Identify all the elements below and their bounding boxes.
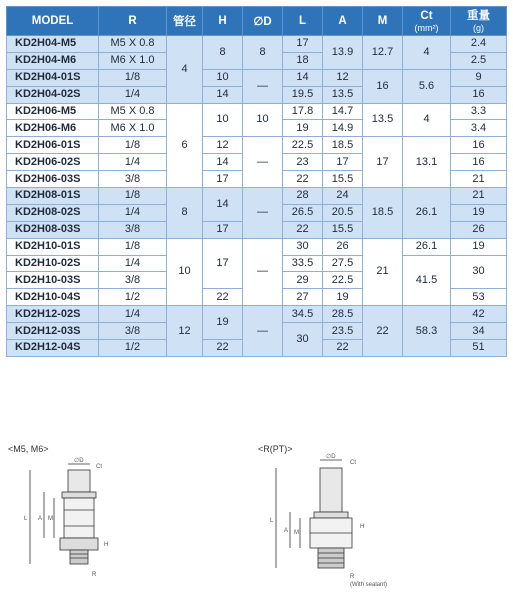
cell-model: KD2H06-02S — [7, 154, 99, 171]
cell-ct: 26.1 — [403, 238, 451, 255]
cell-l: 14 — [283, 69, 323, 86]
header-weight-label: 重量 — [467, 9, 490, 22]
cell-h: 12 — [203, 137, 243, 154]
cell-r: 1/4 — [99, 154, 167, 171]
left-tube-head — [68, 470, 90, 492]
left-dim-r: R — [92, 572, 97, 578]
cell-m: 18.5 — [363, 188, 403, 239]
cell-r: 1/8 — [99, 188, 167, 205]
cell-a: 17 — [323, 154, 363, 171]
cell-l: 17.8 — [283, 103, 323, 120]
cell-l: 17 — [283, 36, 323, 53]
cell-m: 21 — [363, 238, 403, 306]
cell-r: 1/4 — [99, 204, 167, 221]
cell-ct: 26.1 — [403, 188, 451, 239]
cell-a: 18.5 — [323, 137, 363, 154]
left-dim-m: M — [48, 516, 53, 522]
cell-ct: 41.5 — [403, 255, 451, 306]
table-row — [7, 69, 507, 86]
header-weight-unit: (g) — [473, 22, 484, 33]
cell-model: KD2H06-03S — [7, 171, 99, 188]
cell-h: 17 — [203, 238, 243, 289]
cell-l: 26.5 — [283, 204, 323, 221]
cell-model: KD2H08-02S — [7, 204, 99, 221]
cell-ct: 4 — [403, 103, 451, 137]
cell-a: 14.7 — [323, 103, 363, 120]
cell-l: 19 — [283, 120, 323, 137]
cell-h: 8 — [203, 36, 243, 70]
cell-l: 22 — [283, 171, 323, 188]
cell-h: 10 — [203, 69, 243, 86]
cell-a: 24 — [323, 188, 363, 205]
header-l: L — [283, 7, 323, 36]
table-row — [7, 188, 507, 205]
cell-ct: 58.3 — [403, 306, 451, 357]
cell-model: KD2H04-M6 — [7, 52, 99, 69]
cell-a: 15.5 — [323, 171, 363, 188]
cell-a: 28.5 — [323, 306, 363, 323]
cell-a: 12 — [323, 69, 363, 86]
spec-table — [6, 6, 507, 357]
cell-a: 15.5 — [323, 221, 363, 238]
cell-model: KD2H10-02S — [7, 255, 99, 272]
cell-model: KD2H12-02S — [7, 306, 99, 323]
cell-tube: 6 — [167, 103, 203, 187]
right-dim-l: L — [270, 518, 274, 524]
left-dim-l: L — [24, 516, 28, 522]
right-diagram-label: <R(PT)> — [258, 444, 293, 454]
header-h: H — [203, 7, 243, 36]
cell-weight: 19 — [451, 238, 507, 255]
cell-model: KD2H06-01S — [7, 137, 99, 154]
cell-h: 17 — [203, 221, 243, 238]
table-row — [7, 137, 507, 154]
cell-m: 12.7 — [363, 36, 403, 70]
cell-r: 1/8 — [99, 137, 167, 154]
right-tube-head — [320, 468, 342, 512]
cell-weight: 42 — [451, 306, 507, 323]
cell-model: KD2H06-M5 — [7, 103, 99, 120]
cell-a: 20.5 — [323, 204, 363, 221]
cell-r: 1/4 — [99, 306, 167, 323]
cell-weight: 16 — [451, 86, 507, 103]
right-dim-m: M — [294, 530, 299, 536]
cell-r: 3/8 — [99, 272, 167, 289]
cell-d: — — [243, 69, 283, 103]
cell-h: 14 — [203, 86, 243, 103]
header-r: R — [99, 7, 167, 36]
cell-l: 18 — [283, 52, 323, 69]
cell-d: — — [243, 306, 283, 357]
header-weight — [451, 7, 507, 36]
cell-tube: 8 — [167, 188, 203, 239]
cell-r: 1/4 — [99, 255, 167, 272]
cell-weight: 3.4 — [451, 120, 507, 137]
header-m: M — [363, 7, 403, 36]
cell-h: 14 — [203, 188, 243, 222]
cell-ct: 13.1 — [403, 137, 451, 188]
cell-tube: 10 — [167, 238, 203, 306]
cell-m: 16 — [363, 69, 403, 103]
cell-l: 22 — [283, 221, 323, 238]
cell-model: KD2H04-M5 — [7, 36, 99, 53]
left-fitting-drawing — [30, 464, 98, 564]
cell-l: 33.5 — [283, 255, 323, 272]
table-row — [7, 306, 507, 323]
left-dim-a: A — [38, 516, 43, 522]
right-dim-a: A — [284, 528, 289, 534]
cell-model: KD2H12-03S — [7, 323, 99, 340]
cell-l: 28 — [283, 188, 323, 205]
cell-r: M6 X 1.0 — [99, 52, 167, 69]
cell-model: KD2H08-01S — [7, 188, 99, 205]
cell-r: 1/8 — [99, 238, 167, 255]
cell-d: 10 — [243, 103, 283, 137]
left-dim-d: ∅D — [74, 458, 84, 464]
header-ct — [403, 7, 451, 36]
cell-weight: 9 — [451, 69, 507, 86]
left-thread — [70, 550, 88, 564]
cell-a: 13.5 — [323, 86, 363, 103]
table-row — [7, 103, 507, 120]
cell-weight: 3.3 — [451, 103, 507, 120]
table-row — [7, 238, 507, 255]
cell-r: 3/8 — [99, 323, 167, 340]
cell-weight: 2.4 — [451, 36, 507, 53]
left-collar — [62, 492, 96, 498]
left-dim-ct: Ct — [96, 464, 102, 470]
cell-l: 30 — [283, 238, 323, 255]
cell-m: 22 — [363, 306, 403, 357]
right-dim-h: H — [360, 524, 365, 530]
cell-r: M5 X 0.8 — [99, 103, 167, 120]
cell-d: 8 — [243, 36, 283, 70]
cell-tube: 12 — [167, 306, 203, 357]
table-row — [7, 36, 507, 53]
cell-r: M6 X 1.0 — [99, 120, 167, 137]
cell-h: 19 — [203, 306, 243, 340]
header-ct-label: Ct — [420, 9, 433, 22]
cell-weight: 21 — [451, 188, 507, 205]
cell-weight: 19 — [451, 204, 507, 221]
cell-l: 29 — [283, 272, 323, 289]
cell-r: M5 X 0.8 — [99, 36, 167, 53]
cell-l: 30 — [283, 323, 323, 357]
fitting-diagrams — [0, 438, 513, 600]
cell-a: 22 — [323, 340, 363, 357]
cell-weight: 51 — [451, 340, 507, 357]
cell-r: 1/2 — [99, 289, 167, 306]
cell-r: 1/2 — [99, 340, 167, 357]
cell-a: 13.9 — [323, 36, 363, 70]
header-ct-unit: (mm²) — [414, 22, 439, 33]
cell-ct: 4 — [403, 36, 451, 70]
right-dim-d: ∅D — [326, 454, 336, 460]
right-dim-ct: Ct — [350, 460, 356, 466]
left-hex-nut — [60, 538, 98, 550]
cell-l: 23 — [283, 154, 323, 171]
cell-d: — — [243, 188, 283, 239]
cell-weight: 16 — [451, 154, 507, 171]
cell-weight: 34 — [451, 323, 507, 340]
left-body — [64, 498, 94, 538]
left-diagram-label: <M5, M6> — [8, 444, 49, 454]
header-d: ∅D — [243, 7, 283, 36]
header-tube: 管径 — [167, 7, 203, 36]
left-dim-h: H — [104, 542, 109, 548]
cell-h: 10 — [203, 103, 243, 137]
cell-h: 22 — [203, 340, 243, 357]
cell-weight: 21 — [451, 171, 507, 188]
cell-model: KD2H06-M6 — [7, 120, 99, 137]
cell-r: 3/8 — [99, 221, 167, 238]
cell-r: 3/8 — [99, 171, 167, 188]
cell-model: KD2H10-04S — [7, 289, 99, 306]
cell-tube: 4 — [167, 36, 203, 104]
cell-r: 1/4 — [99, 86, 167, 103]
cell-model: KD2H10-03S — [7, 272, 99, 289]
cell-weight: 53 — [451, 289, 507, 306]
cell-m: 17 — [363, 137, 403, 188]
cell-model: KD2H08-03S — [7, 221, 99, 238]
cell-h: 14 — [203, 154, 243, 171]
cell-l: 27 — [283, 289, 323, 306]
cell-r: 1/8 — [99, 69, 167, 86]
cell-d: — — [243, 137, 283, 188]
cell-l: 19.5 — [283, 86, 323, 103]
cell-l: 34.5 — [283, 306, 323, 323]
cell-ct: 5.6 — [403, 69, 451, 103]
cell-weight: 30 — [451, 255, 507, 289]
cell-weight: 2.5 — [451, 52, 507, 69]
cell-a: 23.5 — [323, 323, 363, 340]
cell-a: 27.5 — [323, 255, 363, 272]
cell-model: KD2H10-01S — [7, 238, 99, 255]
cell-m: 13.5 — [363, 103, 403, 137]
cell-h: 22 — [203, 289, 243, 306]
header-a: A — [323, 7, 363, 36]
right-collar — [314, 512, 348, 518]
right-fitting-drawing — [276, 460, 352, 568]
cell-weight: 26 — [451, 221, 507, 238]
cell-d: — — [243, 238, 283, 306]
header-model: MODEL — [7, 7, 99, 36]
cell-weight: 16 — [451, 137, 507, 154]
cell-a: 26 — [323, 238, 363, 255]
cell-model: KD2H04-02S — [7, 86, 99, 103]
cell-a: 22.5 — [323, 272, 363, 289]
cell-model: KD2H04-01S — [7, 69, 99, 86]
right-dim-sealant: (With sealant) — [350, 582, 388, 588]
right-dim-r: R — [350, 574, 355, 580]
table-header-row — [7, 7, 507, 36]
cell-a: 19 — [323, 289, 363, 306]
cell-l: 22.5 — [283, 137, 323, 154]
cell-h: 17 — [203, 171, 243, 188]
cell-model: KD2H12-04S — [7, 340, 99, 357]
cell-a: 14.9 — [323, 120, 363, 137]
